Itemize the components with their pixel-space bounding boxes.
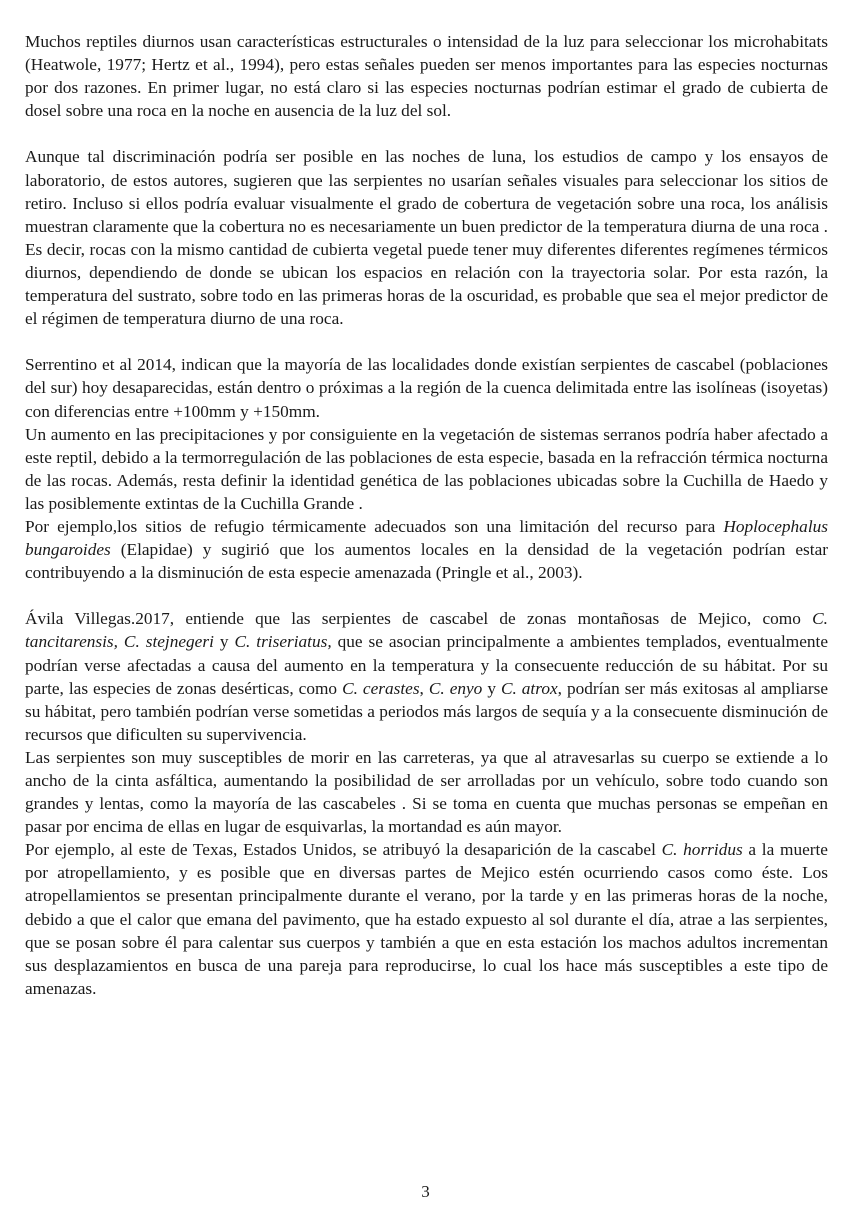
species-name: C. tancitarensis, C. stejnegeri: [25, 609, 828, 652]
paragraph-road-mortality: Las serpientes son muy susceptibles de morir en las carreteras, ya que al atravesarlas su cuerpo se extiende a lo ancho de la cinta asfáltica, aumentando la posibilidad de ser arrolladas por un vehículo, sobre todo cuando son grandes y lentas, como la mayoría de las cascabeles . Si se toma en cuenta que muchas personas se empeñan en pasar por encima de ellas en lugar de esquivarlas, la mortandad es aún mayor.: [25, 747, 828, 837]
text-run: Por ejemplo,los sitios de refugio térmicamente adecuados son una limitación del recurso para: [25, 516, 724, 536]
paragraph-microhabitats: Muchos reptiles diurnos usan características estructurales o intensidad de la luz para seleccionar los microhabitats (Heatwole, 1977; Hertz et al., 1994), pero estas señales pueden ser menos importantes para las especies nocturnas por dos razones. En primer lugar, no está claro si las especies nocturnas podrían estimar el grado de cubierta de dosel sobre una roca en la noche en ausencia de la luz del sol.: [25, 32, 828, 121]
paragraph-gap: [25, 122, 828, 145]
paragraph-precipitation: Un aumento en las precipitaciones y por consiguiente en la vegetación de sistemas serranos podría haber afectado a este reptil, debido a la termorregulación de las poblaciones de esta especie, basada en la refracción térmica nocturna de las rocas. Además, resta definir la identidad genética de las poblaciones ubicadas sobre la Cuchilla de Haedo y las posiblemente extintas de la Cuchilla Grande .: [25, 424, 828, 513]
paragraph-avila-villegas: [25, 607, 828, 746]
paragraph-refuge-sites: [25, 515, 828, 584]
page-number: 3: [421, 1182, 430, 1201]
text-run: , podrían ser más exitosas al ampliarse su hábitat, pero también podrían verse sometidas a periodos más largos de sequía y a la consecuente disminución de recursos que dificulten su supervivencia.: [25, 678, 829, 744]
paragraph-discrimination: Aunque tal discriminación podría ser posible en las noches de luna, los estudios de campo y los ensayos de laboratorio, de estos autores, sugieren que las serpientes no usarían señales visuales para seleccionar los sitios de retiro. Incluso si ellos podría evaluar visualmente el grado de cobertura de vegetación sobre una roca, los análisis muestran claramente que la cobertura no es necesariamente un buen predictor de la temperatura diurna de una roca . Es decir, rocas con la mismo cantidad de cubierta vegetal puede tener muy diferentes diferentes regímenes térmicos diurnos, dependiendo de donde se ubican los espacios en relación con la trayectoria solar. Por esta razón, la temperatura del sustrato, sobre todo en las primeras horas de la oscuridad, es probable que sea el mejor predictor de el régimen de temperatura diurno de una roca.: [25, 147, 828, 329]
text-run: que se asocian principalmente a ambientes templados, eventualmente podrían verse afectadas a causa del aumento en la temperatura y la consecuente reducción de su hábitat. Por su parte, las especies de zonas desérticas, como: [25, 632, 829, 698]
paragraph-serrentino: Serrentino et al 2014, indican que la mayoría de las localidades donde existían serpientes de cascabel (poblaciones del sur) hoy desaparecidas, están dentro o próximas a la región de la cuenca delimitada entre las isolíneas (isoyetas) con diferencias entre +100mm y +150mm.: [25, 355, 828, 421]
text-run: y: [213, 632, 235, 652]
species-name: Hoplocephalus bungaroides: [25, 516, 828, 560]
text-run: Por ejemplo, al este de Texas, Estados Unidos, se atribuyó la desaparición de la cascabel: [25, 840, 662, 860]
species-name: C. atrox: [500, 678, 558, 698]
text-run: Ávila Villegas.2017, entiende que las serpientes de cascabel de zonas montañosas de Mejico, como: [25, 609, 813, 629]
species-name: C. cerastes: [342, 678, 420, 698]
paragraph-gap: [25, 584, 828, 607]
paragraph-texas-example: [25, 838, 828, 1000]
text-run: ,: [419, 678, 429, 698]
species-name: C. enyo: [428, 678, 483, 698]
text-run: y: [482, 678, 501, 698]
text-run: (Elapidae) y sugirió que los aumentos locales en la densidad de la vegetación podrían estar contribuyendo a la disminución de esta especie amenazada (Pringle et al., 2003).: [25, 540, 828, 583]
text-run: a la muerte por atropellamiento, y es posible que en diversas partes de Mejico estén ocurriendo casos como éste. Los atropellamientos se presentan principalmente durante el verano, por la tarde y en las primeras horas de la noche, debido a que el calor que emana del pavimento, que ha estado expuesto al sol durante el día, atrae a las serpientes, que se posan sobre él para calentar sus cuerpos y también a que en esta estación los machos adultos incrementan sus desplazamientos en busca de una pareja para reproducirse, lo cual los hace más susceptibles a este tipo de amenazas.: [25, 840, 828, 998]
paragraph-gap: [25, 330, 828, 353]
species-name: C. triseriatus,: [234, 632, 332, 652]
species-name: C. horridus: [661, 840, 743, 860]
document-body: [25, 30, 828, 1000]
